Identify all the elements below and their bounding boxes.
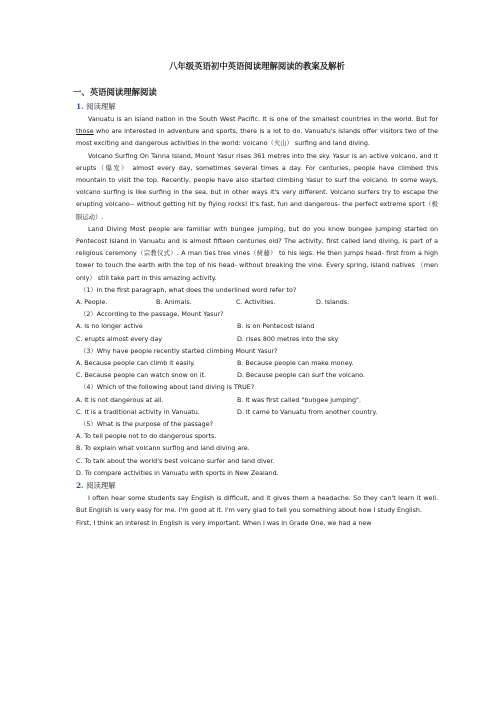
paragraph-3: Land Diving Most people are familiar with bungee jumping, but do you know bungee jumping started on Pentecost Island in Vanuatu and is almost fifteen centuries old? The activity, first called land diving, is part of a religious ceremony（宗教仪式）. A man ties tree vines（树藤） to his legs. He then jumps head- first from a high tower to touch the earth with the top of his head- without breaking the vine. Every spring, island natives （men only） still take part in this amazing activity. [76,225,438,282]
paragraph-1 [76,114,438,151]
paragraph-4: I often hear some students say English is difficult, and it gives them a headache. So they can't learn it well. But English is very easy for me. I'm good at it. I'm very glad to tell you something about how I study English. [76,495,438,515]
option-c: C. erupts almost every day [76,335,162,343]
paragraph-2: Volcano Surfing On Tanna Island, Mount Yasur rises 361 metres into the sky. Yasur is an active volcano, and it erupts（爆发） almost every day, sometimes several times a day. For centuries, people have climbed this mountain to visit the top. Recently, people have also started climbing Yasur to surf the volcano. In some ways, volcano surfing is like surfing in the sea, but in other ways it's very different. Volcano surfers try to escape the erupting volcano-- without getting hit by flying rocks! It's fast, fun and dangerous- the perfect extreme sport（极限运动）. [76,152,438,221]
paragraph-1-end: who are interested in adventure and sports, there is a lot to do. Vanuatu's islands offer visitors two of the most exciting and dangerous activities in the world: volcano（火山） surfing and land diving. [76,128,438,148]
option-a: A. To tell people not to do dangerous sports. [76,433,217,441]
question-2-options-cd [76,334,438,346]
option-d: D. Islands. [316,299,350,307]
option-c: C. To talk about the world's best volcano surfer and land diver. [76,457,275,465]
option-a: A. It is not dangerous at all. [76,396,164,404]
paragraph-1-start: Vanuatu is an island nation in the South West Pacific. It is one of the smallest countries in the world. But for [88,116,438,123]
section-heading: 一、英语阅读理解阅读 [73,87,157,97]
question-3: （3）Why have people recently started climbing Mount Yasur? [80,347,278,355]
option-b: B. Because people can make money. [237,360,354,368]
option-b: B. To explain what volcano surfing and land diving are. [76,445,250,453]
option-a: A. Because people can climb it easily. [76,360,196,368]
item-label: 阅读理解 [86,102,116,111]
option-b: B. is on Pentecost Island [237,323,315,331]
option-d: D. Because people can surf the volcano. [237,372,365,380]
option-b: B. It was first called "bungee jumping". [237,396,361,404]
item-number: 1. [76,102,84,111]
question-5: （5）What is the purpose of the passage? [80,421,213,429]
option-d: D. rises 800 metres into the sky [237,335,339,343]
option-c: C. It is a traditional activity in Vanuatu. [76,408,200,416]
item-number: 2. [76,481,84,491]
question-2: （2）According to the passage, Mount Yasur? [80,311,224,319]
question-4-options-cd [76,407,438,419]
option-b: B. Animals. [156,299,192,307]
question-1-options [76,297,438,309]
question-2-options-ab [76,321,438,333]
underlined-word: those [76,128,94,136]
question-4: （4）Which of the following about land diving is TRUE? [80,384,255,392]
question-1: （1）In the first paragraph, what does the underlined word refer to? [80,286,297,294]
option-a: A. People. [76,299,108,307]
option-c: C. Activities. [236,299,276,307]
question-3-options-ab [76,358,438,370]
item-heading-2 [76,480,438,491]
option-c: C. Because people can watch snow on it. [76,372,206,380]
option-a: A. is no longer active [76,323,143,331]
question-3-options-cd [76,370,438,382]
option-d: D. It came to Vanuatu from another country. [237,408,378,416]
paragraph-5: First, I think an interest in English is very important. When I was in Grade One, we had a new [76,519,372,527]
item-label: 阅读理解 [86,481,116,491]
document-title: 八年级英语初中英语阅读理解阅读的教案及解析 [169,61,345,71]
question-4-options-ab [76,395,438,407]
item-heading-1 [76,101,438,112]
option-d: D. To compare activities in Vanuatu with sports in New Zealand. [76,469,279,477]
